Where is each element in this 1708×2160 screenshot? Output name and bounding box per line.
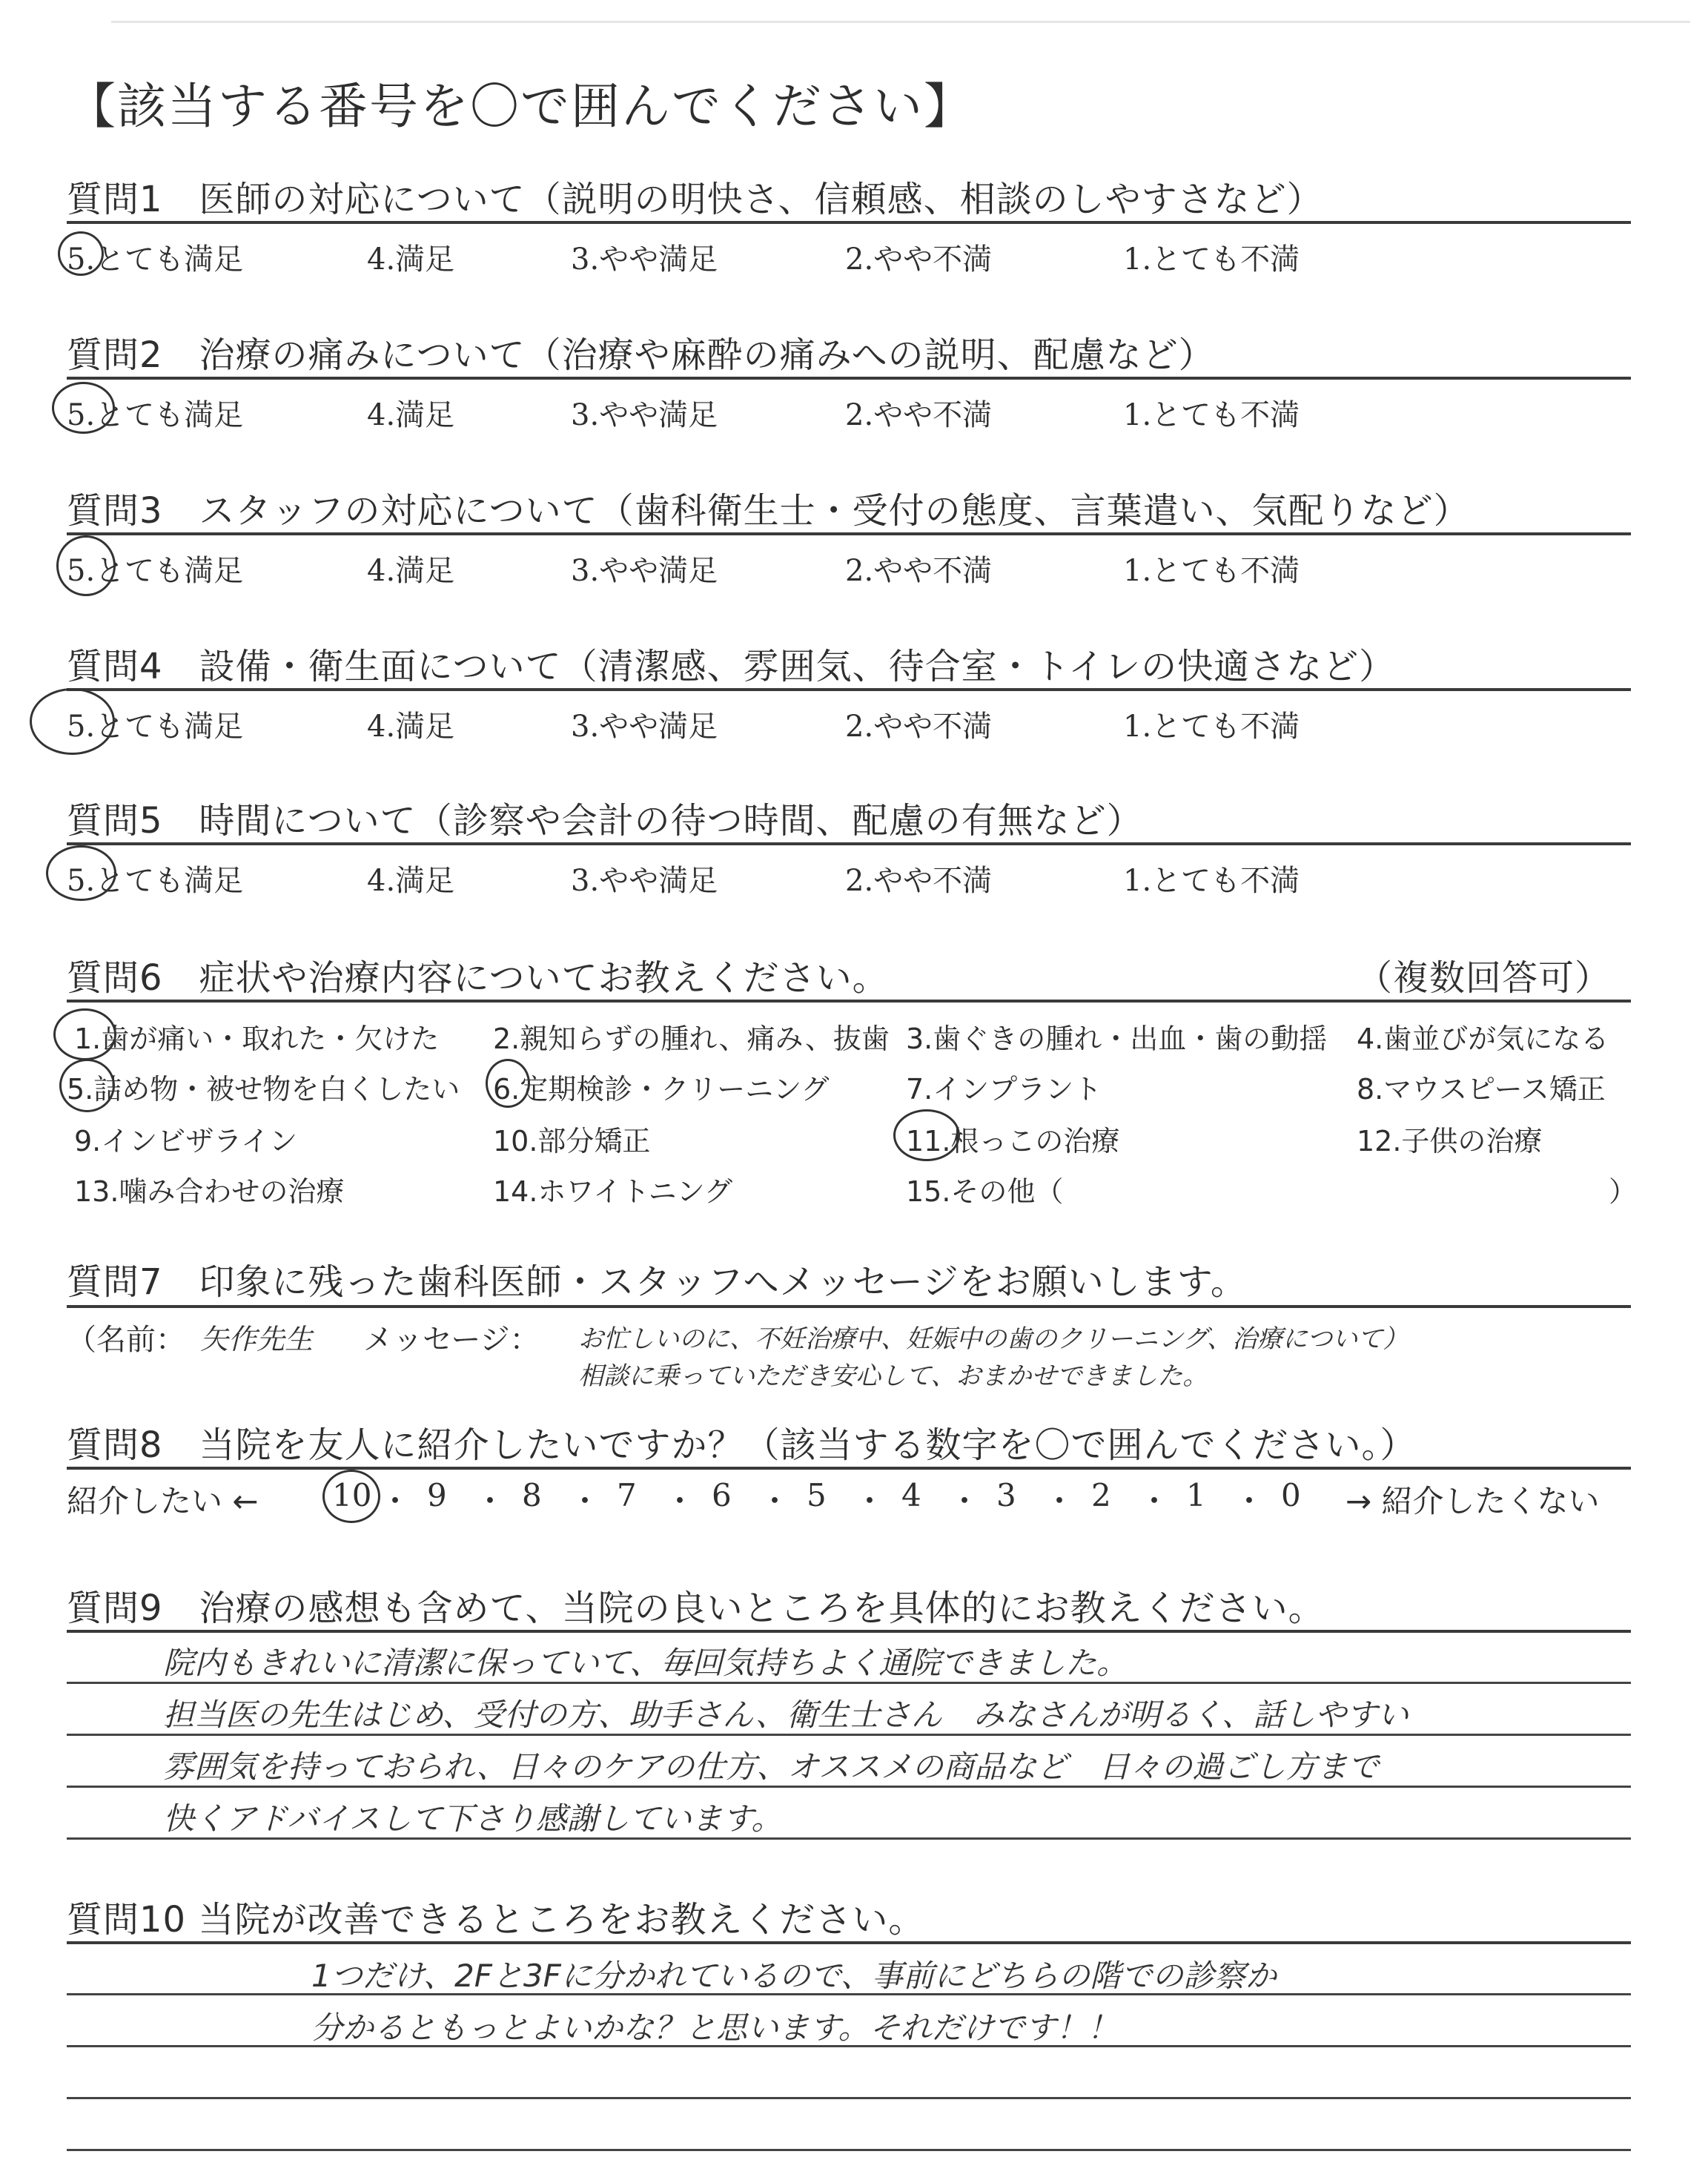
q10-write-line-2: [67, 2045, 1631, 2047]
q5-selection-circle: [46, 845, 116, 901]
q3-selection-circle: [56, 535, 116, 596]
q7-name-label: （名前：: [67, 1323, 185, 1357]
q1-option-3[interactable]: 3.やや満足: [571, 242, 718, 277]
q4-option-1[interactable]: 1.とても不満: [1123, 710, 1300, 744]
question-2-title: 質問2 治療の痛みについて（治療や麻酔の痛みへの説明、配慮など）: [67, 334, 1215, 376]
question-3-title: 質問3 スタッフの対応について（歯科衛生士・受付の態度、言葉遣い、気配りなど）: [67, 490, 1470, 532]
q10-answer-line-2[interactable]: 分かるともっとよいかな？と思います。それだけです！！: [311, 2009, 1119, 2046]
q8-left-label: 紹介したい ←: [67, 1483, 259, 1519]
q6-option-3[interactable]: 3.歯ぐきの腫れ・出血・歯の動揺: [906, 1023, 1328, 1055]
q8-scale-separator: ・: [1044, 1483, 1076, 1519]
q8-scale-value-7[interactable]: 7: [617, 1477, 637, 1513]
q6-selection-circle-5: [59, 1059, 115, 1112]
q8-scale-value-6[interactable]: 6: [712, 1477, 732, 1513]
q9-write-line-4: [67, 1837, 1631, 1840]
q6-option-4[interactable]: 4.歯並びが気になる: [1357, 1023, 1609, 1055]
q2-option-4[interactable]: 4.満足: [367, 398, 455, 432]
q8-scale-value-3[interactable]: 3: [996, 1477, 1016, 1513]
q8-scale-separator: ・: [569, 1483, 601, 1519]
q2-option-5[interactable]: 5.とても満足: [67, 398, 244, 432]
q9-answer-line-3[interactable]: 雰囲気を持っておられ、日々のケアの仕方、オススメの商品など 日々の過ごし方まで: [163, 1748, 1380, 1785]
question-7-rule: [67, 1305, 1631, 1308]
q4-option-3[interactable]: 3.やや満足: [571, 710, 718, 744]
question-5-rule: [67, 842, 1631, 845]
q6-option-12[interactable]: 12.子供の治療: [1357, 1125, 1543, 1157]
question-10-rule: [67, 1941, 1631, 1944]
q10-write-line-1: [67, 1993, 1631, 1995]
q9-write-line-3: [67, 1786, 1631, 1788]
q1-option-1[interactable]: 1.とても不満: [1123, 242, 1300, 277]
q5-option-2[interactable]: 2.やや不満: [845, 864, 993, 898]
question-4-rule: [67, 688, 1631, 691]
q8-scale-separator: ・: [949, 1483, 981, 1519]
q6-option-15-close: ）: [1609, 1175, 1638, 1208]
q3-option-3[interactable]: 3.やや満足: [571, 554, 718, 588]
q7-message-line-2[interactable]: 相談に乗っていただき安心して、おまかせできました。: [578, 1361, 1208, 1391]
page-title: 【該当する番号を〇で囲んでください】: [67, 78, 974, 135]
question-3-rule: [67, 532, 1631, 535]
q1-selection-circle: [58, 231, 104, 276]
q6-option-13[interactable]: 13.噛み合わせの治療: [74, 1175, 345, 1208]
q6-option-14[interactable]: 14.ホワイトニング: [493, 1175, 733, 1208]
q8-scale-value-4[interactable]: 4: [901, 1477, 921, 1513]
q9-write-line-1: [67, 1682, 1631, 1684]
q8-scale-separator: ・: [664, 1483, 696, 1519]
q6-option-8[interactable]: 8.マウスピース矯正: [1357, 1073, 1606, 1106]
scan-top-edge: [111, 21, 1690, 23]
q3-option-4[interactable]: 4.満足: [367, 554, 455, 588]
q7-message-line-1[interactable]: お忙しいのに、不妊治療中、妊娠中の歯のクリーニング、治療について）: [578, 1324, 1409, 1354]
q8-scale-value-0[interactable]: 0: [1281, 1477, 1301, 1513]
question-7-title: 質問7 印象に残った歯科医師・スタッフへメッセージをお願いします。: [67, 1261, 1247, 1303]
q6-selection-circle-6: [486, 1059, 530, 1108]
q6-option-10[interactable]: 10.部分矯正: [493, 1125, 651, 1157]
q3-option-2[interactable]: 2.やや不満: [845, 554, 993, 588]
q6-option-2[interactable]: 2.親知らずの腫れ、痛み、抜歯: [493, 1023, 890, 1055]
q4-option-4[interactable]: 4.満足: [367, 710, 455, 744]
q6-option-11[interactable]: 11.根っこの治療: [906, 1125, 1120, 1157]
question-4-title: 質問4 設備・衛生面について（清潔感、雰囲気、待合室・トイレの快適さなど）: [67, 646, 1396, 687]
q1-option-4[interactable]: 4.満足: [367, 242, 455, 277]
q8-scale-separator: ・: [854, 1483, 886, 1519]
question-9-title: 質問9 治療の感想も含めて、当院の良いところを具体的にお教えください。: [67, 1588, 1325, 1629]
q7-name-value[interactable]: 矢作先生: [200, 1323, 314, 1355]
q5-option-5[interactable]: 5.とても満足: [67, 864, 244, 898]
q2-option-1[interactable]: 1.とても不満: [1123, 398, 1300, 432]
question-8-rule: [67, 1467, 1631, 1470]
q6-option-9[interactable]: 9.インビザライン: [74, 1125, 298, 1157]
question-5-title: 質問5 時間について（診察や会計の待つ時間、配慮の有無など）: [67, 800, 1143, 842]
q6-option-15[interactable]: 15.その他（: [906, 1175, 1064, 1208]
q8-right-label: → 紹介したくない: [1345, 1483, 1600, 1519]
question-1-title: 質問1 医師の対応について（説明の明快さ、信頼感、相談のしやすさなど）: [67, 179, 1323, 220]
q6-option-1[interactable]: 1.歯が痛い・取れた・欠けた: [74, 1023, 440, 1055]
q4-option-5[interactable]: 5.とても満足: [67, 710, 244, 744]
q8-scale-value-10[interactable]: 10: [332, 1477, 372, 1513]
q9-answer-line-1[interactable]: 院内もきれいに清潔に保っていて、毎回気持ちよく通院できました。: [163, 1645, 1128, 1681]
q8-scale-separator: ・: [1234, 1483, 1265, 1519]
q5-option-4[interactable]: 4.満足: [367, 864, 455, 898]
q4-option-2[interactable]: 2.やや不満: [845, 710, 993, 744]
q3-option-1[interactable]: 1.とても不満: [1123, 554, 1300, 588]
q7-message-label: メッセージ：: [363, 1323, 540, 1357]
q9-answer-line-4[interactable]: 快くアドバイスして下さり感謝しています。: [163, 1800, 783, 1837]
q6-option-5[interactable]: 5.詰め物・被せ物を白くしたい: [67, 1073, 460, 1106]
q8-scale-separator: ・: [759, 1483, 791, 1519]
q8-scale-separator: ・: [1139, 1483, 1171, 1519]
q5-option-3[interactable]: 3.やや満足: [571, 864, 718, 898]
q10-write-line-4: [67, 2149, 1631, 2151]
q8-scale-value-9[interactable]: 9: [427, 1477, 447, 1513]
q8-selection-circle: [322, 1470, 380, 1523]
q9-answer-line-2[interactable]: 担当医の先生はじめ、受付の方、助手さん、衛生士さん みなさんが明るく、話しやすい: [163, 1697, 1409, 1733]
q1-option-5[interactable]: 5.とても満足: [67, 242, 244, 277]
q6-selection-circle-11: [893, 1109, 960, 1161]
q2-option-2[interactable]: 2.やや不満: [845, 398, 993, 432]
question-2-rule: [67, 377, 1631, 380]
question-1-rule: [67, 221, 1631, 224]
q10-write-line-3: [67, 2097, 1631, 2099]
q3-option-5[interactable]: 5.とても満足: [67, 554, 244, 588]
question-6-title: 質問6 症状や治療内容についてお教えください。: [67, 957, 889, 999]
q4-selection-circle: [30, 688, 115, 755]
question-10-title: 質問10 当院が改善できるところをお教えください。: [67, 1899, 925, 1941]
q6-selection-circle-1: [53, 1008, 116, 1060]
q1-option-2[interactable]: 2.やや不満: [845, 242, 993, 277]
q6-option-7[interactable]: 7.インプラント: [906, 1073, 1102, 1106]
q9-write-line-2: [67, 1734, 1631, 1736]
q8-scale-value-1[interactable]: 1: [1186, 1477, 1206, 1513]
q5-option-1[interactable]: 1.とても不満: [1123, 864, 1300, 898]
q8-scale-value-8[interactable]: 8: [522, 1477, 542, 1513]
q2-option-3[interactable]: 3.やや満足: [571, 398, 718, 432]
q2-selection-circle: [52, 382, 115, 434]
q8-scale-separator: ・: [380, 1483, 411, 1519]
question-6-note: （複数回答可）: [1357, 957, 1612, 999]
q8-scale-value-5[interactable]: 5: [807, 1477, 827, 1513]
q8-scale-separator: ・: [474, 1483, 506, 1519]
question-6-rule: [67, 1000, 1631, 1003]
q10-answer-line-1[interactable]: 1つだけ、2Fと3Fに分かれているので、事前にどちらの階での診察か: [311, 1958, 1277, 1994]
q8-scale-value-2[interactable]: 2: [1091, 1477, 1111, 1513]
question-9-rule: [67, 1630, 1631, 1633]
q6-option-6[interactable]: 6.定期検診・クリーニング: [493, 1073, 830, 1106]
question-8-title: 質問8 当院を友人に紹介したいですか？（該当する数字を〇で囲んでください。）: [67, 1424, 1417, 1466]
